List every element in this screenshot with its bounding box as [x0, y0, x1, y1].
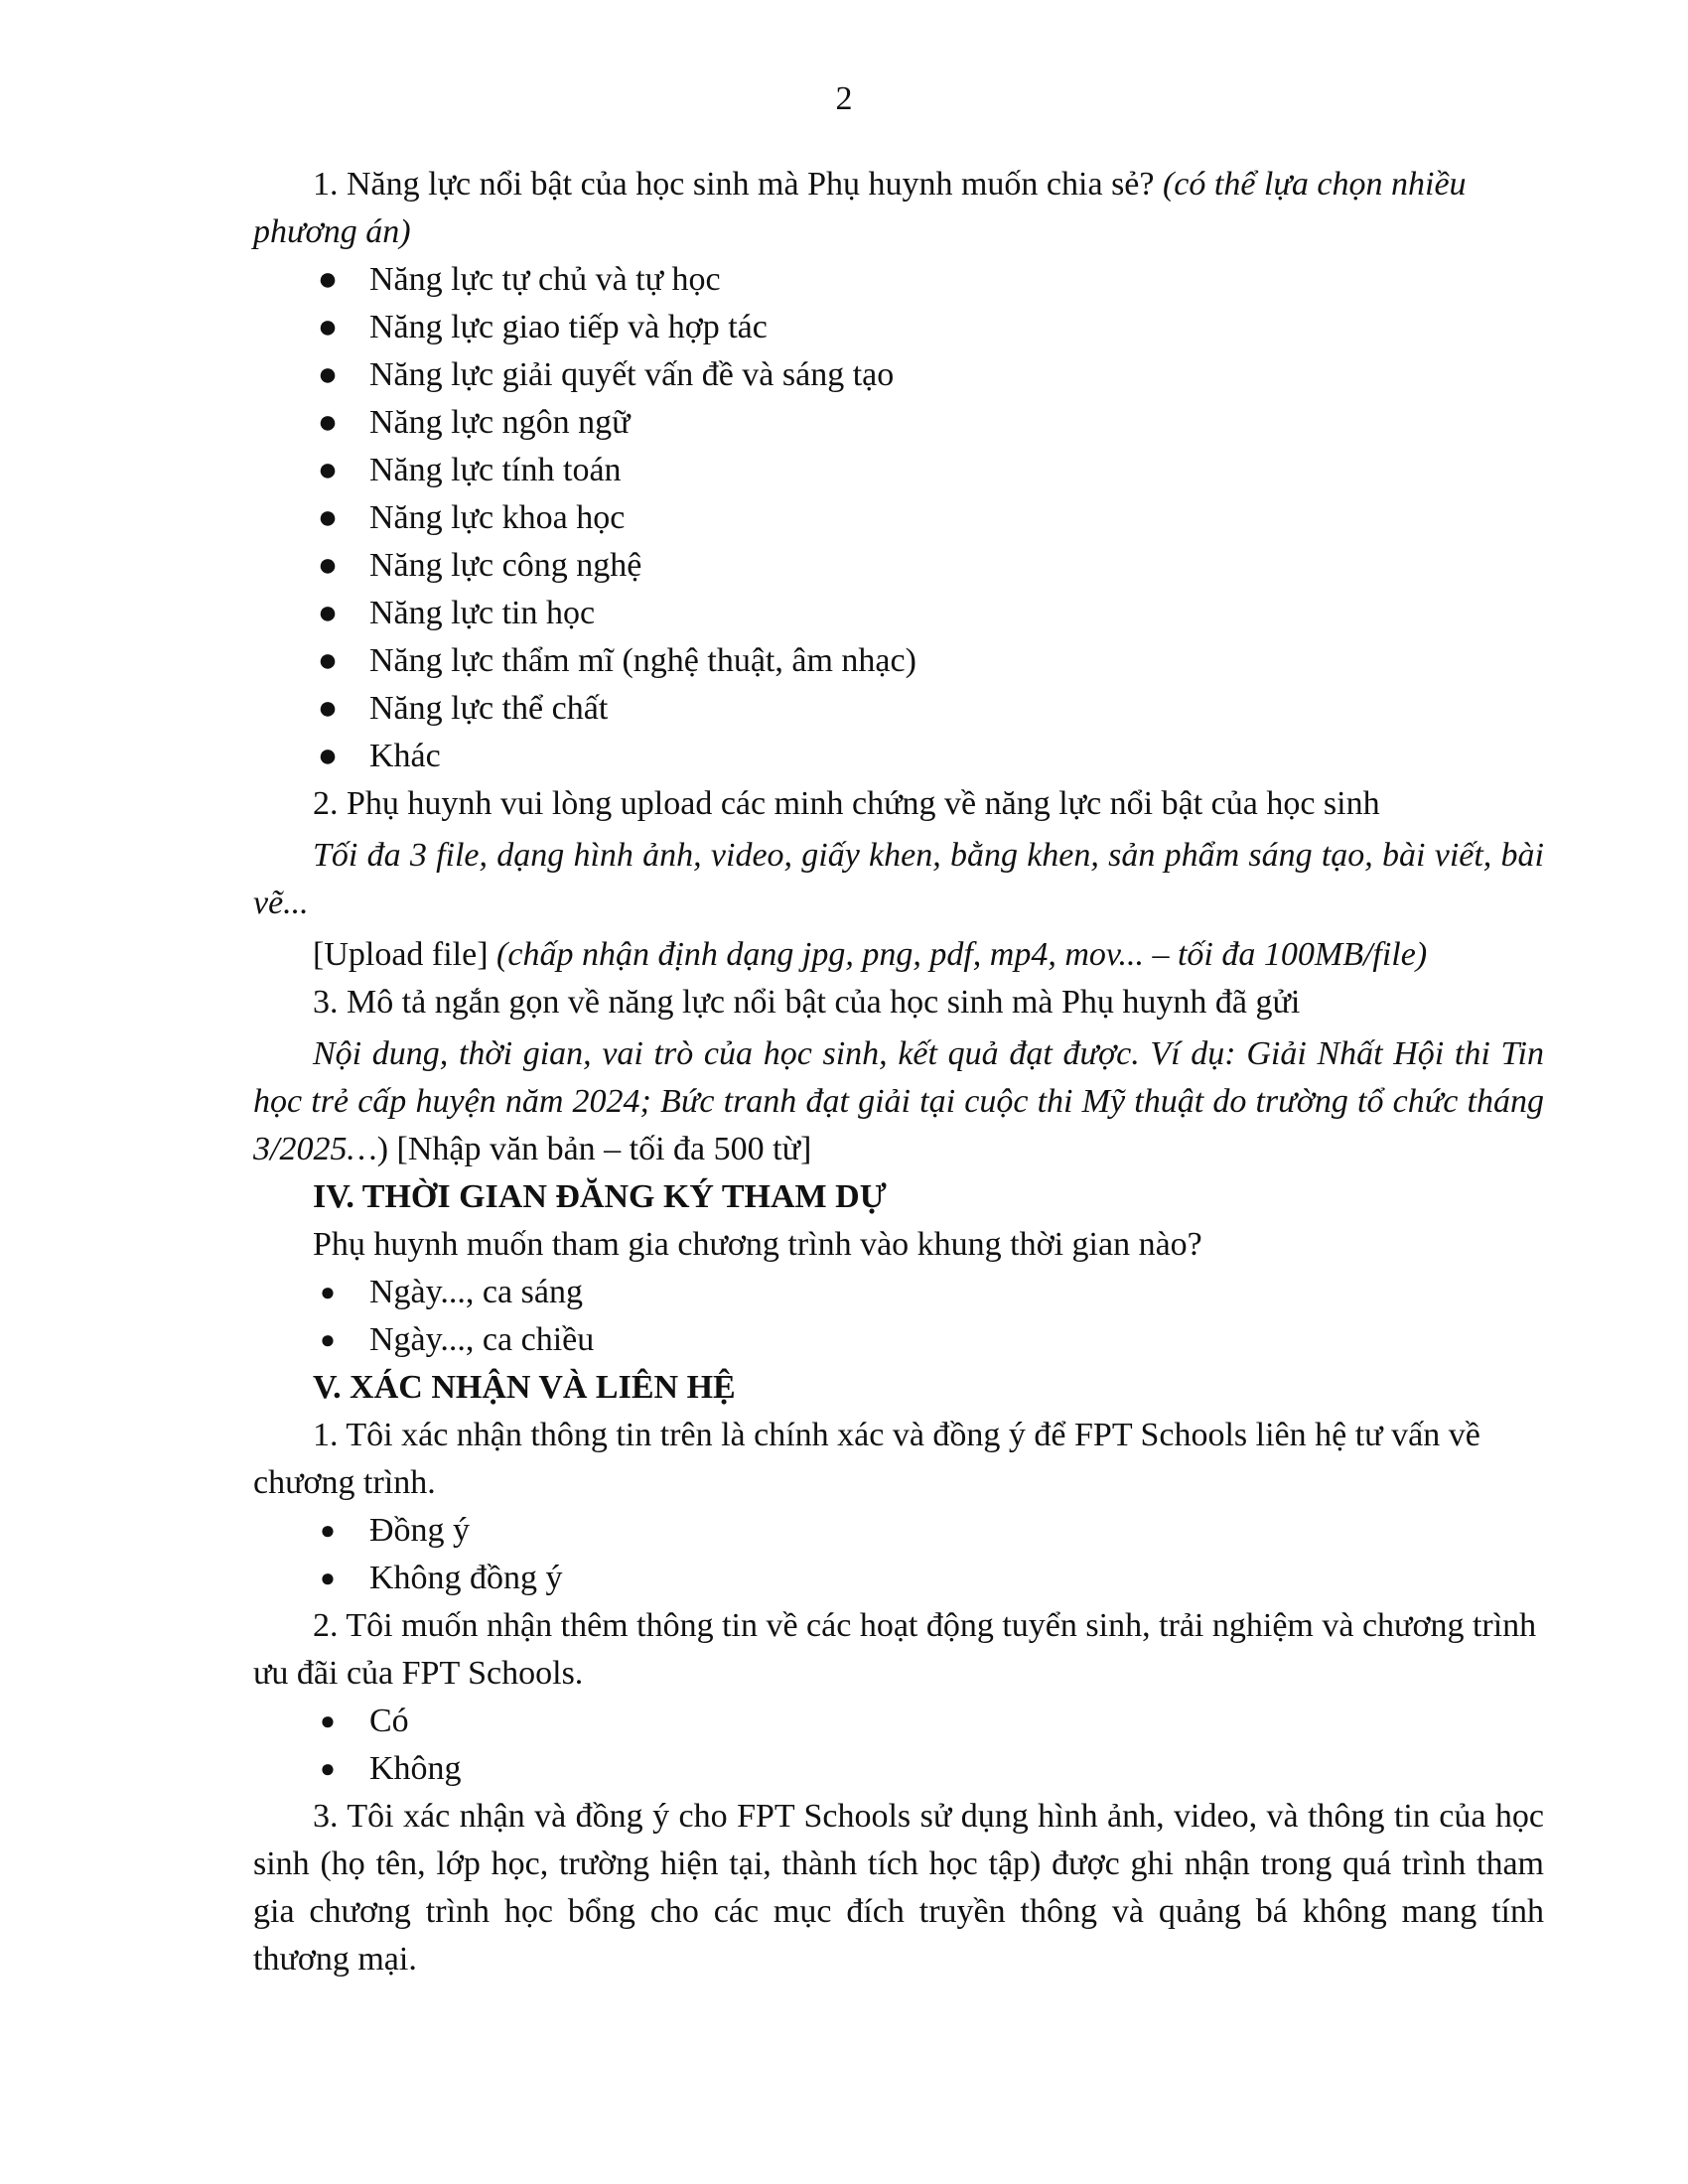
time-slot-options-list	[253, 1269, 1544, 1364]
bullet-icon: ●	[320, 1706, 336, 1735]
confirm-1-option[interactable]: ● Không đồng ý	[253, 1555, 1544, 1602]
competency-option[interactable]: ● Năng lực tin học	[253, 590, 1544, 637]
bullet-icon: ●	[320, 1564, 336, 1592]
bullet-icon: ●	[317, 547, 339, 584]
confirm-2-option[interactable]: ● Có	[253, 1698, 1544, 1745]
section-5-heading: V. XÁC NHẬN VÀ LIÊN HỆ	[313, 1369, 736, 1406]
bullet-icon: ●	[317, 309, 339, 345]
upload-file-label[interactable]: [Upload file]	[313, 936, 497, 973]
question-1-text: 1. Năng lực nổi bật của học sinh mà Phụ huynh muốn chia sẻ?	[313, 166, 1163, 203]
bullet-icon: ●	[320, 1325, 336, 1354]
confirm-2-option[interactable]: ● Không	[253, 1745, 1544, 1793]
bullet-icon: ●	[317, 356, 339, 393]
confirm-1-option[interactable]: ● Đồng ý	[253, 1507, 1544, 1555]
question-2-upload: 2. Phụ huynh vui lòng upload các minh chứng về năng lực nổi bật của học sinh	[313, 785, 1380, 822]
competency-option[interactable]: ● Năng lực công nghệ	[253, 542, 1544, 590]
competency-option[interactable]: ● Năng lực thể chất	[253, 685, 1544, 733]
confirm-1-options-list	[253, 1507, 1544, 1602]
bullet-icon: ●	[317, 452, 339, 488]
section-4-heading: IV. THỜI GIAN ĐĂNG KÝ THAM DỰ	[313, 1178, 887, 1215]
confirm-2-options-list	[253, 1698, 1544, 1793]
competency-option[interactable]: ● Năng lực ngôn ngữ	[253, 399, 1544, 447]
document-body	[253, 161, 1544, 1983]
question-3-hint: Nội dung, thời gian, vai trò của học sinh, kết quả đạt được. Ví dụ: Giải Nhất Hội thi Tin học trẻ cấp huyện năm 2024; Bức tranh đạt giải tại cuộc thi Mỹ thuật do trường tổ chức tháng 3/2025…	[253, 1035, 1544, 1167]
bullet-icon: ●	[317, 499, 339, 536]
bullet-icon: ●	[317, 595, 339, 631]
confirm-question-3: 3. Tôi xác nhận và đồng ý cho FPT Schools sử dụng hình ảnh, video, và thông tin của học sinh (họ tên, lớp học, trường hiện tại, thành tích học tập) được ghi nhận trong quá trình tham gia chương trình học bổng cho các mục đích truyền thông và quảng bá không mang tính thương mại.	[253, 1798, 1544, 1978]
question-2-hint: Tối đa 3 file, dạng hình ảnh, video, giấy khen, bằng khen, sản phẩm sáng tạo, bài viết, bài vẽ...	[253, 837, 1544, 921]
competency-option[interactable]: ● Năng lực giao tiếp và hợp tác	[253, 304, 1544, 351]
page-number: 2	[835, 80, 853, 117]
section-4-question: Phụ huynh muốn tham gia chương trình vào khung thời gian nào?	[313, 1226, 1202, 1263]
competency-option[interactable]: ● Khác	[253, 733, 1544, 780]
competency-option[interactable]: ● Năng lực giải quyết vấn đề và sáng tạo	[253, 351, 1544, 399]
bullet-icon: ●	[317, 738, 339, 774]
upload-file-field[interactable]	[253, 931, 1544, 979]
bullet-icon: ●	[317, 261, 339, 298]
bullet-icon: ●	[317, 642, 339, 679]
competency-option[interactable]: ● Năng lực khoa học	[253, 494, 1544, 542]
bullet-icon: ●	[320, 1516, 336, 1545]
upload-file-note: (chấp nhận định dạng jpg, png, pdf, mp4, mov... – tối đa 100MB/file)	[496, 936, 1428, 973]
bullet-icon: ●	[317, 404, 339, 441]
question-3-description: 3. Mô tả ngắn gọn về năng lực nổi bật của học sinh mà Phụ huynh đã gửi	[313, 984, 1301, 1021]
question-3-hint-block	[253, 1030, 1544, 1173]
competency-option[interactable]: ● Năng lực tự chủ và tự học	[253, 256, 1544, 304]
time-slot-option[interactable]: ● Ngày..., ca sáng	[253, 1269, 1544, 1316]
question-1-note: (có thể lựa chọn nhiều phương án)	[253, 166, 1467, 250]
text-input-field[interactable]: ) [Nhập văn bản – tối đa 500 từ]	[376, 1131, 812, 1167]
competency-options-list	[253, 256, 1544, 780]
bullet-icon: ●	[317, 690, 339, 727]
time-slot-option[interactable]: ● Ngày..., ca chiều	[253, 1316, 1544, 1364]
confirm-question-1: 1. Tôi xác nhận thông tin trên là chính xác và đồng ý để FPT Schools liên hệ tư vấn về chương trình.	[253, 1417, 1480, 1501]
competency-option[interactable]: ● Năng lực thẩm mĩ (nghệ thuật, âm nhạc)	[253, 637, 1544, 685]
competency-option[interactable]: ● Năng lực tính toán	[253, 447, 1544, 494]
bullet-icon: ●	[320, 1754, 336, 1783]
bullet-icon: ●	[320, 1278, 336, 1306]
confirm-question-2: 2. Tôi muốn nhận thêm thông tin về các hoạt động tuyển sinh, trải nghiệm và chương trình ưu đãi của FPT Schools.	[253, 1607, 1537, 1692]
question-1-competencies	[253, 161, 1544, 256]
